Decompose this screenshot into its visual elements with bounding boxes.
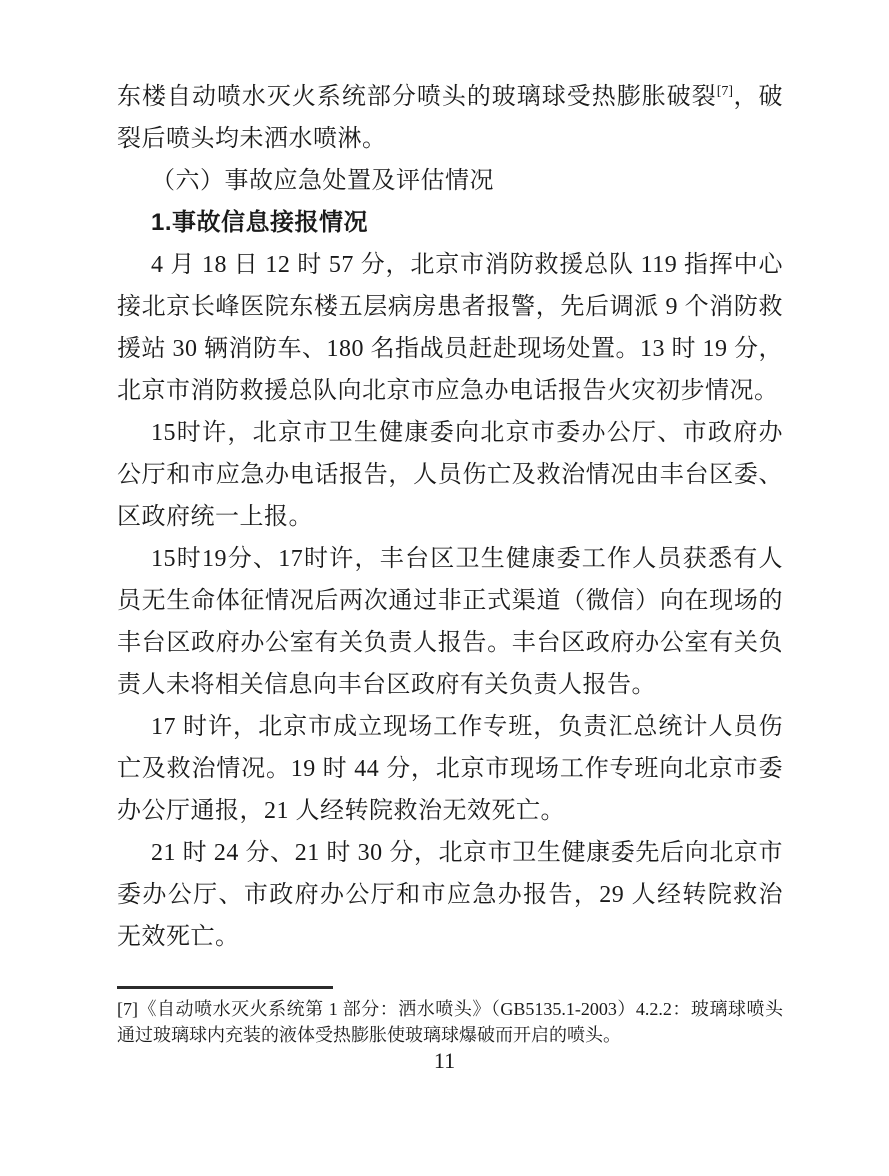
paragraph: 15时19分、17时许，丰台区卫生健康委工作人员获悉有人员无生命体征情况后两次通过非正式渠道（微信）向在现场的丰台区政府办公室有关负责人报告。丰台区政府办公室有关负责人未将相关信息向丰台区政府有关负责人报告。: [117, 546, 783, 698]
paragraph: 21 时 24 分、21 时 30 分，北京市卫生健康委先后向北京市委办公厅、市政府办公厅和市应急办报告，29 人经转院救治无效死亡。: [117, 840, 783, 950]
paragraph: 15时许，北京市卫生健康委向北京市委办公厅、市政府办公厅和市应急办电话报告，人员伤亡及救治情况由丰台区委、区政府统一上报。: [117, 420, 783, 530]
paragraph: [117, 76, 783, 160]
page-body: [117, 76, 783, 958]
paragraph: 17 时许，北京市成立现场工作专班，负责汇总统计人员伤亡及救治情况。19 时 44 分，北京市现场工作专班向北京市委办公厅通报，21 人经转院救治无效死亡。: [117, 714, 783, 824]
footnote-separator: [117, 986, 333, 989]
footnote-marker: [7]: [117, 999, 138, 1019]
paragraph: 4 月 18 日 12 时 57 分，北京市消防救援总队 119 指挥中心接北京长峰医院东楼五层病房患者报警，先后调派 9 个消防救援站 30 辆消防车、180 名指战员赶赴现场处置。13 时 19 分，北京市消防救援总队向北京市应急办电话报告火灾初步情况。: [117, 252, 783, 404]
subsection-heading: 1.事故信息接报情况: [151, 209, 369, 236]
paragraph-text: 东楼自动喷水灭火系统部分喷头的玻璃球受热膨胀破裂: [117, 84, 717, 110]
footnote-ref-7: [7]: [716, 84, 734, 99]
paragraph-text: ，破裂后喷头均未洒水喷淋。: [117, 84, 784, 152]
footnote-area: [117, 986, 783, 1048]
page-number: 11: [433, 1048, 456, 1073]
footnote-text: 《自动喷水灭火系统第 1 部分：洒水喷头》（GB5135.1-2003）4.2.2：玻璃球喷头 通过玻璃球内充装的液体受热膨胀使玻璃球爆破而开启的喷头。: [117, 999, 783, 1045]
footnote: [117, 996, 783, 1048]
section-heading: （六）事故应急处置及评估情况: [151, 168, 494, 194]
